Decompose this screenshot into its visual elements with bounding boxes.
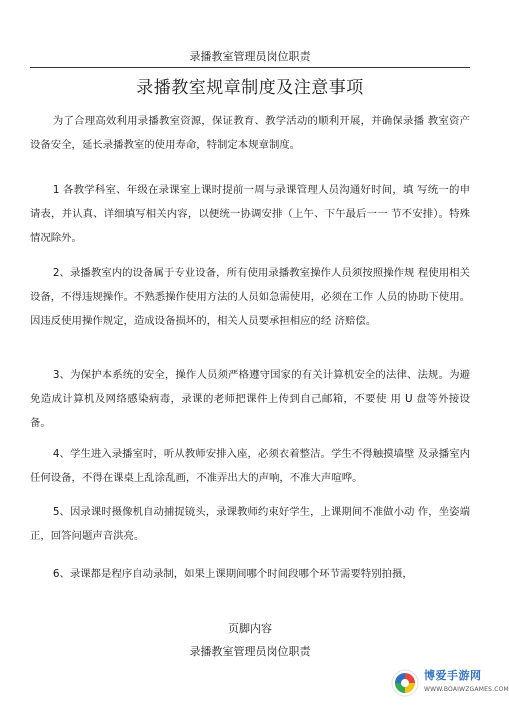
page-header: 录播教室管理员岗位职责	[189, 50, 311, 63]
paragraph-rule-5: 5、因录课时摄像机自动捕捉镜头，录课教师约束好学生，上课期间不准做小动 作，坐姿端正，回答问题声音洪亮。	[30, 506, 470, 542]
document-title: 录播教室规章制度及注意事项	[136, 78, 364, 98]
header-divider	[30, 67, 470, 68]
paragraph-intro: 为了合理高效利用录播教室资源，保证教育、教学活动的顺利开展，并确保录播 教室资产设备安全，延长录播教室的使用寿命，特制定本规章制度。	[30, 115, 470, 151]
paragraph-rule-2: 2、录播教室内的设备属于专业设备，所有使用录播教室操作人员须按照操作规 程使用相关设备，不得违规操作。不熟悉操作使用方法的人员如急需使用，必须在工作 人员的协助下使用。因违反使用操作规定，造成设备损坏的，相关人员要承担相应的经 济赔偿。	[30, 267, 470, 327]
page-footer: 录播教室管理员岗位职责	[189, 645, 311, 658]
watermark-logo-icon	[390, 668, 420, 698]
watermark-name: 博爱手游网	[424, 669, 482, 682]
footer-label: 页脚内容	[228, 622, 272, 635]
watermark-url: WWW.BOAIWZGAMES.COM	[424, 686, 509, 693]
site-watermark	[390, 666, 509, 700]
paragraph-rule-6: 6、录课都是程序自动录制，如果上课期间哪个时间段哪个环节需要特别拍摄，	[52, 568, 413, 580]
paragraph-rule-3: 3、为保护本系统的安全，操作人员须严格遵守国家的有关计算机安全的法律、法规。为避免造成计算机及网络感染病毒，录课的老师把课件上传到自己邮箱，不要使 用 U 盘等外接设备。	[30, 369, 470, 429]
paragraph-rule-1: 1 各教学科室、年级在录课室上课时提前一周与录课管理人员沟通好时间，填 写统一的申请表，并认真、详细填写相关内容，以便统一协调安排（上午、下午最后一一 节不安排）。特殊情况除外。	[30, 184, 470, 244]
paragraph-rule-4: 4、学生进入录播室时，听从教师安排入座，必须衣着整洁。学生不得触摸墙壁 及录播室内任何设备，不得在课桌上乱涂乱画，不准弄出大的声响，不准大声喧哗。	[30, 448, 470, 484]
